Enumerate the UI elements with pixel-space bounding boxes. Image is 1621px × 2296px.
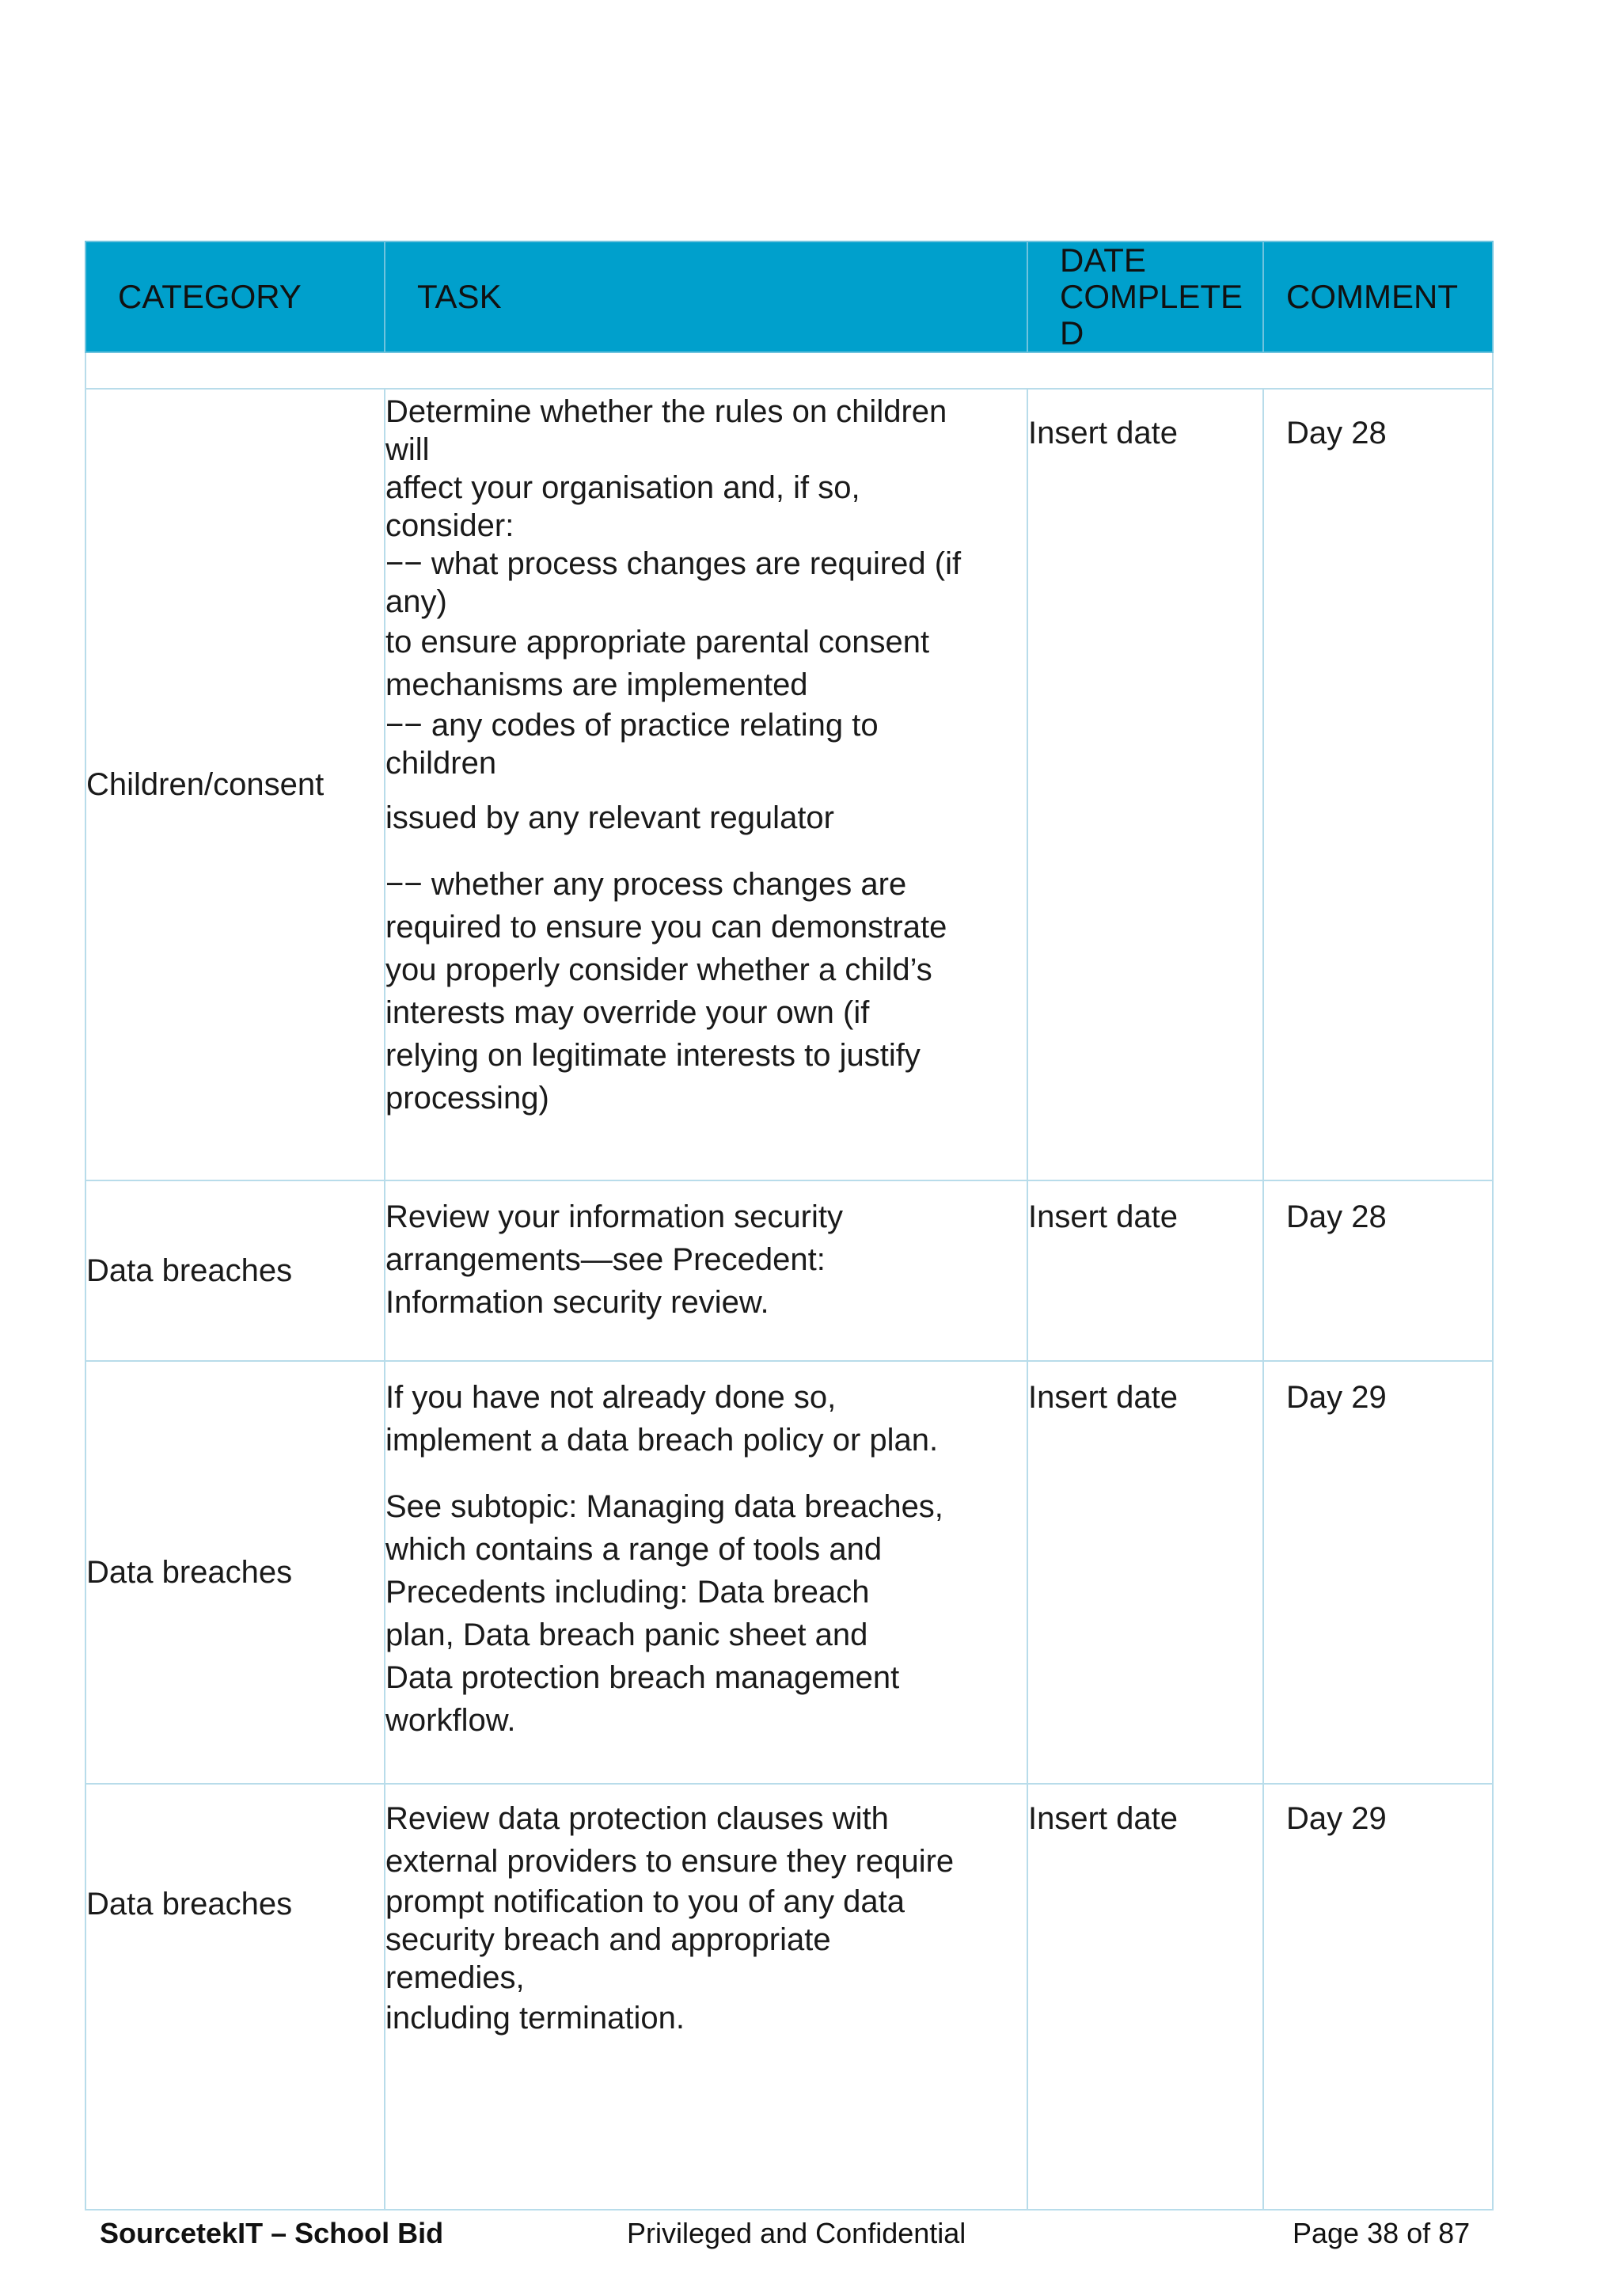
table-row — [85, 1361, 1493, 1784]
table-row — [85, 1180, 1493, 1361]
category-cell: Children/consent — [85, 389, 385, 1180]
task-cell: Review data protection clauses with external providers to ensure they require prompt notification to you of any data security breach and appropriate remedies, including termination. — [385, 1784, 1027, 2210]
comment-cell: Day 28 — [1263, 389, 1493, 1180]
date-cell: Insert date — [1027, 389, 1263, 1180]
date-cell: Insert date — [1027, 1361, 1263, 1784]
category-cell: Data breaches — [85, 1180, 385, 1361]
footer-document-title: SourcetekIT – School Bid — [100, 2217, 444, 2249]
spacer-row — [85, 352, 1493, 389]
header-row — [85, 241, 1493, 352]
page-footer — [0, 2217, 1621, 2264]
task-checklist-table — [85, 241, 1494, 2210]
header-task: TASK — [385, 241, 1027, 352]
task-cell: If you have not already done so, implement a data breach policy or plan. See subtopic: Managing data breaches, which contains a range of tools and Precedents including: Data breach plan, Data breach panic sheet and Data protection breach management workflow. — [385, 1361, 1027, 1784]
task-cell: Review your information security arrangements—see Precedent: Information security review. — [385, 1180, 1027, 1361]
header-comment: COMMENT — [1263, 241, 1493, 352]
header-category: CATEGORY — [85, 241, 385, 352]
table-row — [85, 389, 1493, 1180]
category-cell: Data breaches — [85, 1784, 385, 2210]
table-row — [85, 1784, 1493, 2210]
date-cell: Insert date — [1027, 1784, 1263, 2210]
footer-page-number: Page 38 of 87 — [1293, 2217, 1471, 2249]
date-cell: Insert date — [1027, 1180, 1263, 1361]
comment-cell: Day 29 — [1263, 1361, 1493, 1784]
comment-cell: Day 29 — [1263, 1784, 1493, 2210]
task-cell: Determine whether the rules on children will affect your organisation and, if so, consider: −− what process changes are required (if any) to ensure appropriate parental consent mechanisms are implemented −− any codes of practice relating to children issued by any relevant regulator −− whether any process changes are required to ensure you can demonstrate you properly consider whether a child’s interests may override your own (if relying on legitimate interests to justify processing) — [385, 389, 1027, 1180]
comment-cell: Day 28 — [1263, 1180, 1493, 1361]
header-date-complete: DATE COMPLETE D — [1027, 241, 1263, 352]
category-cell: Data breaches — [85, 1361, 385, 1784]
footer-confidentiality: Privileged and Confidential — [627, 2217, 966, 2249]
